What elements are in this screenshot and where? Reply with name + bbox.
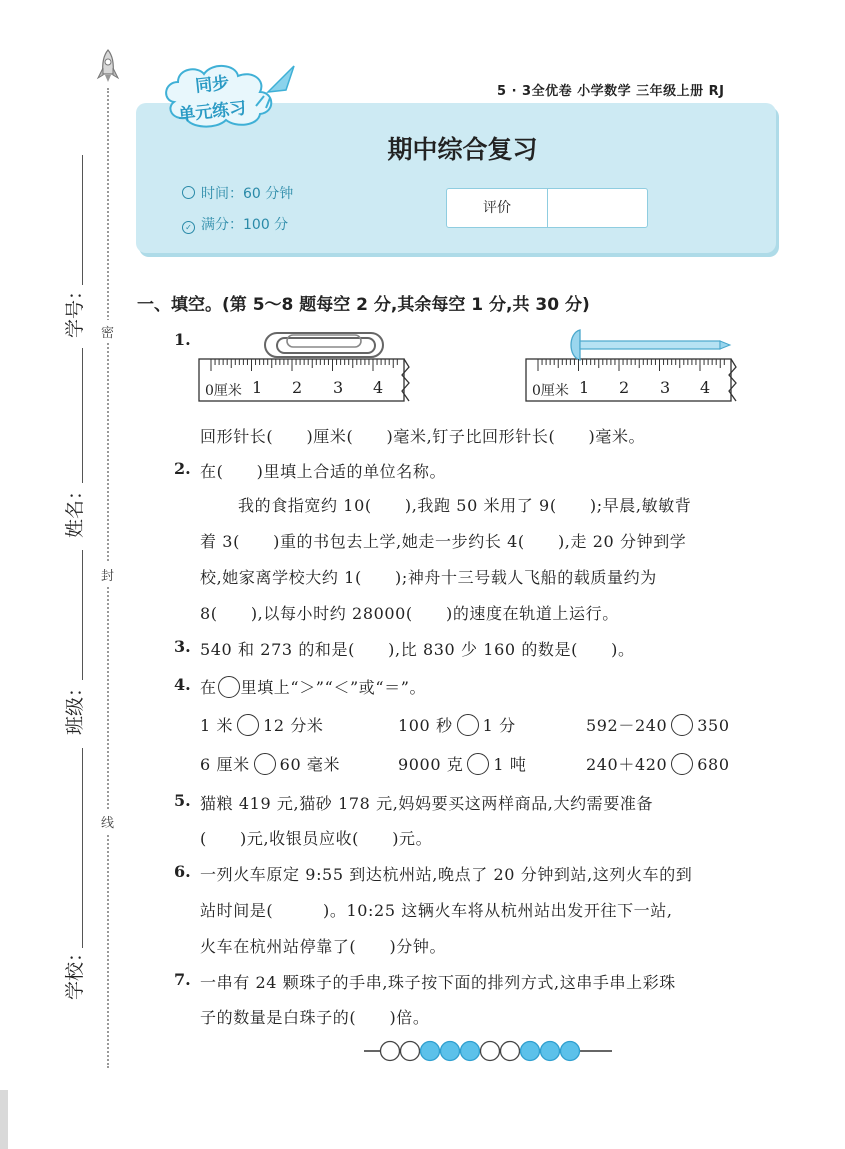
answer-circle[interactable]	[467, 753, 489, 775]
evaluation-field[interactable]	[548, 189, 647, 227]
q3-number: 3.	[174, 637, 191, 656]
q2-number: 2.	[174, 459, 191, 478]
time-info	[182, 183, 293, 203]
compare-circle-icon	[218, 676, 240, 698]
q4-left: 592－240	[586, 716, 668, 735]
q6-number: 6.	[174, 862, 191, 881]
seal-feng: 封	[101, 563, 114, 586]
ruler-a-tick-3: 3	[333, 378, 344, 397]
margin-line	[82, 550, 83, 680]
q5-line-2: ( )元,收银员应收( )元。	[200, 829, 433, 848]
q4-right: 12 分米	[263, 716, 324, 735]
clock-icon	[182, 186, 195, 199]
section-heading: 一、填空。(第 5～8 题每空 2 分,其余每空 1 分,共 30 分)	[137, 295, 590, 315]
white-bead	[481, 1042, 500, 1061]
q5-number: 5.	[174, 791, 191, 810]
white-bead	[501, 1042, 520, 1061]
q4-right: 60 毫米	[279, 755, 341, 774]
q4-left: 240＋420	[586, 755, 668, 774]
ruler-a-tick-2: 2	[292, 378, 303, 397]
margin-line	[82, 155, 83, 285]
evaluation-label: 评价	[447, 189, 548, 227]
blue-bead	[521, 1042, 540, 1061]
ruler-b-tick-2: 2	[619, 378, 630, 397]
q4-number: 4.	[174, 675, 191, 694]
q4-right: 1 分	[482, 716, 516, 735]
margin-line	[82, 348, 83, 483]
q5-line-1: 猫粮 419 元,猫砂 178 元,妈妈要买这两样商品,大约需要准备	[200, 794, 654, 813]
margin-label-student-id: 学号：	[64, 280, 86, 338]
q2-line-1: 我的食指宽约 10( ),我跑 50 米用了 9( );早晨,敏敏背	[238, 496, 692, 515]
ruler-b-tick-4: 4	[700, 378, 711, 397]
blue-bead	[541, 1042, 560, 1061]
q4-left: 1 米	[200, 716, 234, 735]
answer-circle[interactable]	[254, 753, 276, 775]
q4-text-a: 在	[200, 678, 217, 697]
q2-line-4: 8( ),以每小时约 28000( )的速度在轨道上运行。	[200, 604, 619, 623]
ruler-a-tick-1: 1	[252, 378, 263, 397]
blue-bead	[441, 1042, 460, 1061]
seal-xian: 线	[101, 810, 114, 833]
ruler-b-tick-3: 3	[660, 378, 671, 397]
scan-edge	[0, 1090, 8, 1149]
q2-text: 在( )里填上合适的单位名称。	[200, 462, 447, 481]
answer-circle[interactable]	[671, 714, 693, 736]
q7-line-2: 子的数量是白珠子的( )倍。	[200, 1008, 430, 1027]
bead-bracelet-figure	[360, 1035, 620, 1069]
q7-line-1: 一串有 24 颗珠子的手串,珠子按下面的排列方式,这串手串上彩珠	[200, 973, 676, 992]
white-bead	[401, 1042, 420, 1061]
q4-item-2-3	[586, 752, 730, 775]
ruler-a-tick-0: 0厘米	[205, 383, 242, 399]
answer-circle[interactable]	[457, 714, 479, 736]
q6-line-3: 火车在杭州站停靠了( )分钟。	[200, 937, 447, 956]
q6-line-1: 一列火车原定 9:55 到达杭州站,晚点了 20 分钟到站,这列火车的到	[200, 865, 693, 884]
ruler-a-tick-4: 4	[373, 378, 384, 397]
q7-number: 7.	[174, 970, 191, 989]
q4-item-1-3	[586, 713, 730, 736]
blue-bead	[561, 1042, 580, 1061]
q4-left: 6 厘米	[200, 755, 250, 774]
q4-item-1-2	[398, 713, 516, 736]
score-label: 满分：100 分	[201, 217, 289, 233]
ruler-b-tick-0: 0厘米	[532, 383, 569, 399]
page-title: 期中综合复习	[387, 135, 538, 164]
q4-left: 9000 克	[398, 755, 464, 774]
q4-left: 100 秒	[398, 716, 453, 735]
q1-number: 1.	[174, 330, 191, 349]
evaluation-box	[446, 188, 648, 228]
seal-mi: 密	[101, 320, 114, 343]
q4-right: 680	[697, 755, 730, 774]
answer-circle[interactable]	[671, 753, 693, 775]
check-icon: ✓	[182, 221, 195, 234]
q2-line-2: 着 3( )重的书包去上学,她走一步约长 4( ),走 20 分钟到学	[200, 532, 687, 551]
q4-right: 1 吨	[493, 755, 527, 774]
margin-label-school: 学校：	[64, 942, 86, 1000]
rocket-icon	[95, 48, 121, 84]
q1-text: 回形针长( )厘米( )毫米,钉子比回形针长( )毫米。	[200, 427, 646, 446]
score-info	[182, 214, 288, 234]
q4-item-2-1	[200, 752, 340, 775]
tag-line2: 单元练习	[177, 98, 248, 126]
q4-item-2-2	[398, 752, 526, 775]
q4-text-b: 里填上“＞”“＜”或“＝”。	[240, 678, 427, 697]
blue-bead	[421, 1042, 440, 1061]
ruler-b-tick-1: 1	[579, 378, 590, 397]
q4-item-1-1	[200, 713, 324, 736]
series-info: 5 · 3全优卷 小学数学 三年级上册 RJ	[497, 84, 725, 99]
answer-circle[interactable]	[237, 714, 259, 736]
margin-label-class: 班级：	[64, 677, 86, 735]
q2-line-3: 校,她家离学校大约 1( );神舟十三号载人飞船的载质量约为	[200, 568, 657, 587]
margin-line	[82, 748, 83, 948]
q4-text	[200, 675, 426, 698]
time-label: 时间：60 分钟	[201, 186, 294, 202]
margin-label-name: 姓名：	[64, 480, 86, 538]
q4-right: 350	[697, 716, 730, 735]
blue-bead	[461, 1042, 480, 1061]
q6-line-2: 站时间是( )。10:25 这辆火车将从杭州站出发开往下一站,	[200, 901, 673, 920]
tag-line1: 同步	[194, 73, 231, 97]
q3-text: 540 和 273 的和是( ),比 830 少 160 的数是( )。	[200, 640, 635, 659]
white-bead	[381, 1042, 400, 1061]
